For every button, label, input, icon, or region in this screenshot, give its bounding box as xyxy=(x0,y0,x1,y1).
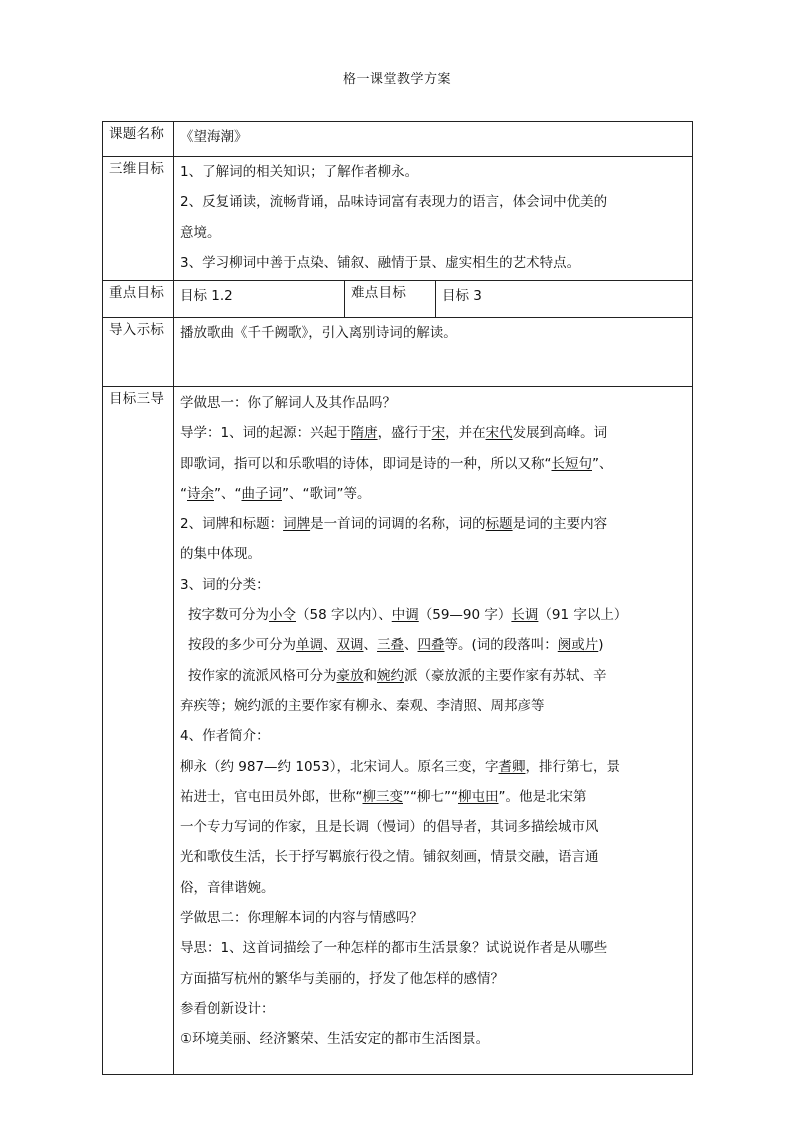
text: ) xyxy=(598,637,604,654)
intro-text: 播放歌曲《千千阙歌》，引入离别诗词的解读。 xyxy=(174,318,693,387)
text: ”“柳七”“ xyxy=(403,788,458,805)
text: 是词的主要内容 xyxy=(512,516,608,533)
row-guide xyxy=(103,387,693,1075)
origin-line-1 xyxy=(180,418,686,448)
row-intro xyxy=(103,318,693,387)
text: ，排行第七，景 xyxy=(525,758,620,775)
key-point-value: 目标 1.2 xyxy=(174,281,345,318)
text: 是一首词的词调的名称，词的 xyxy=(310,516,486,533)
text: 发展到高峰。词 xyxy=(512,425,608,442)
course-name-value: 《望海潮》 xyxy=(174,122,693,157)
classify-by-style xyxy=(180,661,686,691)
document-title: 格一课堂教学方案 xyxy=(342,72,451,87)
term-que-pian: 阕或片 xyxy=(557,637,599,654)
text: 2、词牌和标题： xyxy=(180,516,284,533)
author-line-2 xyxy=(180,782,686,812)
label-three-dim: 三维目标 xyxy=(103,157,174,281)
text: 导学：1、词的起源：兴起于 xyxy=(180,425,351,442)
answer-line-1: ①环境美丽、经济繁荣、生活安定的都市生活图景。 xyxy=(180,1031,490,1048)
text: 、 xyxy=(363,637,377,654)
author-line-5: 俗，音律谐婉。 xyxy=(180,879,275,896)
text: ”、“歌词”等。 xyxy=(282,485,371,502)
term-xiaoling: 小令 xyxy=(269,607,296,624)
term-sandie: 三叠 xyxy=(377,637,404,654)
label-difficulty: 难点目标 xyxy=(345,281,436,318)
term-song: 宋 xyxy=(431,425,446,442)
text: （58 字以内）、 xyxy=(296,607,392,624)
guide-content xyxy=(174,387,693,1075)
text: 派（豪放派的主要作家有苏轼、辛 xyxy=(404,667,607,684)
text: 按段的多少可分为 xyxy=(188,637,296,654)
text: 柳永（约 987—约 1053），北宋词人。原名三变，字 xyxy=(180,758,499,775)
classify-style-cont: 弃疾等；婉约派的主要作家有柳永、秦观、李清照、周邦彦等 xyxy=(180,697,545,714)
row-three-dim-goals xyxy=(103,157,693,281)
goal-line: 1、了解词的相关知识；了解作者柳永。 xyxy=(180,164,419,180)
goal-line: 意境。 xyxy=(180,224,221,241)
term-wanyue: 婉约 xyxy=(377,667,404,684)
origin-line-3 xyxy=(180,479,686,509)
reference-line: 参看创新设计： xyxy=(180,1000,275,1017)
text: “ xyxy=(180,485,187,502)
question-one: 学做思一：你了解词人及其作品吗？ xyxy=(180,395,396,411)
text: 即歌词，指可以和乐歌唱的诗体，即词是诗的一种，所以又称“ xyxy=(180,455,552,472)
classify-by-section xyxy=(180,630,686,660)
cipai-line-2: 的集中体现。 xyxy=(180,546,261,563)
three-dim-goals xyxy=(174,157,693,281)
text: （59—90 字） xyxy=(418,607,512,624)
text: （91 字以上） xyxy=(538,607,628,624)
origin-line-2 xyxy=(180,449,686,479)
lesson-plan-table xyxy=(102,121,693,1075)
label-intro: 导入示标 xyxy=(103,318,174,387)
text: 祐进士，官屯田员外郎，世称“ xyxy=(180,788,363,805)
author-line-3: 一个专力写词的作家，且是长调（慢词）的倡导者，其词多描绘城市风 xyxy=(180,819,599,836)
label-guide: 目标三导 xyxy=(103,387,174,1075)
text: ，盛行于 xyxy=(377,425,432,442)
author-head: 4、作者简介： xyxy=(180,728,270,745)
classify-head: 3、词的分类： xyxy=(180,576,270,593)
label-course-name: 课题名称 xyxy=(103,122,174,157)
think-line-2: 方面描写杭州的繁华与美丽的，抒发了他怎样的感情？ xyxy=(180,970,504,987)
row-key-difficulty xyxy=(103,281,693,318)
row-course-name xyxy=(103,122,693,157)
term-liu-tun-tian: 柳屯田 xyxy=(457,788,499,805)
goal-line: 2、反复诵读，流畅背诵，品味诗词富有表现力的语言，体会词中优美的 xyxy=(180,194,608,211)
term-shi-yu: 诗余 xyxy=(187,485,214,502)
term-sui-tang: 隋唐 xyxy=(350,425,378,442)
term-sidie: 四叠 xyxy=(417,637,445,654)
cipai-line-1 xyxy=(180,509,686,539)
term-qiqing: 耆卿 xyxy=(498,758,526,775)
term-qu-zi-ci: 曲子词 xyxy=(241,485,282,502)
text: ”、“ xyxy=(214,485,242,502)
text: 和 xyxy=(363,667,377,684)
term-dandiao: 单调 xyxy=(296,637,323,654)
term-cipai: 词牌 xyxy=(283,516,311,533)
term-zhongdiao: 中调 xyxy=(391,607,419,624)
question-two: 学做思二：你理解本词的内容与情感吗？ xyxy=(180,910,423,927)
term-haofang: 豪放 xyxy=(336,667,364,684)
text: 按作家的流派风格可分为 xyxy=(188,667,337,684)
goal-line: 3、学习柳词中善于点染、铺叙、融情于景、虚实相生的艺术特点。 xyxy=(180,254,581,271)
text: 等。(词的段落叫： xyxy=(444,637,558,654)
term-changdiao: 长调 xyxy=(511,607,539,624)
term-biaoti: 标题 xyxy=(485,516,513,533)
term-chang-duan-ju: 长短句 xyxy=(551,455,592,472)
term-shuangdiao: 双调 xyxy=(336,637,364,654)
author-line-4: 光和歌伎生活，长于抒写羁旅行役之情。铺叙刻画，情景交融，语言通 xyxy=(180,849,599,866)
label-key-point: 重点目标 xyxy=(103,281,174,318)
text: ”。他是北宋第 xyxy=(498,788,587,805)
text: ”、 xyxy=(592,455,613,472)
author-line-1 xyxy=(180,752,686,782)
think-line-1: 导思：1、这首词描绘了一种怎样的都市生活景象？试说说作者是从哪些 xyxy=(180,940,608,957)
text: ，并在 xyxy=(445,425,486,442)
text: 、 xyxy=(323,637,337,654)
term-song-dynasty: 宋代 xyxy=(485,425,513,442)
classify-by-length xyxy=(180,600,686,630)
text: 按字数可分为 xyxy=(188,607,269,624)
text: 、 xyxy=(404,637,418,654)
difficulty-value: 目标 3 xyxy=(436,281,693,318)
term-liu-san-bian: 柳三变 xyxy=(362,788,403,805)
